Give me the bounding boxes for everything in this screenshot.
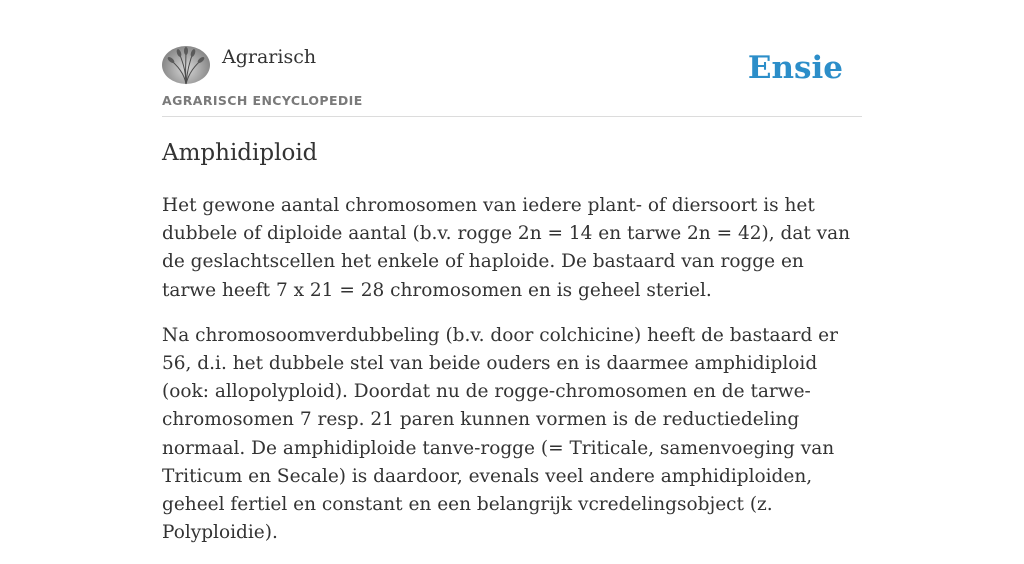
article-title: Amphidiploid [162, 140, 318, 166]
brand-logo-link[interactable]: Ensie [747, 50, 843, 86]
article-body [162, 192, 862, 564]
page [162, 0, 862, 544]
article-paragraph: Het gewone aantal chromosomen van iedere plant- of diersoort is het dubbele of diploide aantal (b.v. rogge 2n = 14 en tarwe 2n = 42), dat van de geslachtscellen het enkele of haploide. De bastaard van rogge en tarwe heeft 7 x 21 = 28 chromosomen en is geheel steriel. [162, 195, 851, 301]
site-header [162, 0, 862, 117]
wheat-logo-icon[interactable] [162, 46, 210, 84]
article-paragraph: Na chromosoomverdubbeling (b.v. door colchicine) heeft de bastaard er 56, d.i. het dubbele stel van beide ouders en is daarmee amphidiploid (ook: allopolyploid). Doordat nu de rogge-chromosomen en de tarwe-chromosomen 7 resp. 21 paren kunnen vormen is de reductiedeling normaal. De amphidiploide tanve-rogge (= Triticale, samenvoeging van Triticum en Secale) is daardoor, evenals veel andere amphidiploiden, geheel fertiel en constant en een belangrijk vcredelingsobject (z. Polyploidie). [162, 324, 838, 544]
site-name[interactable]: Agrarisch [222, 46, 317, 68]
site-subtitle: AGRARISCH ENCYCLOPEDIE [162, 93, 363, 108]
